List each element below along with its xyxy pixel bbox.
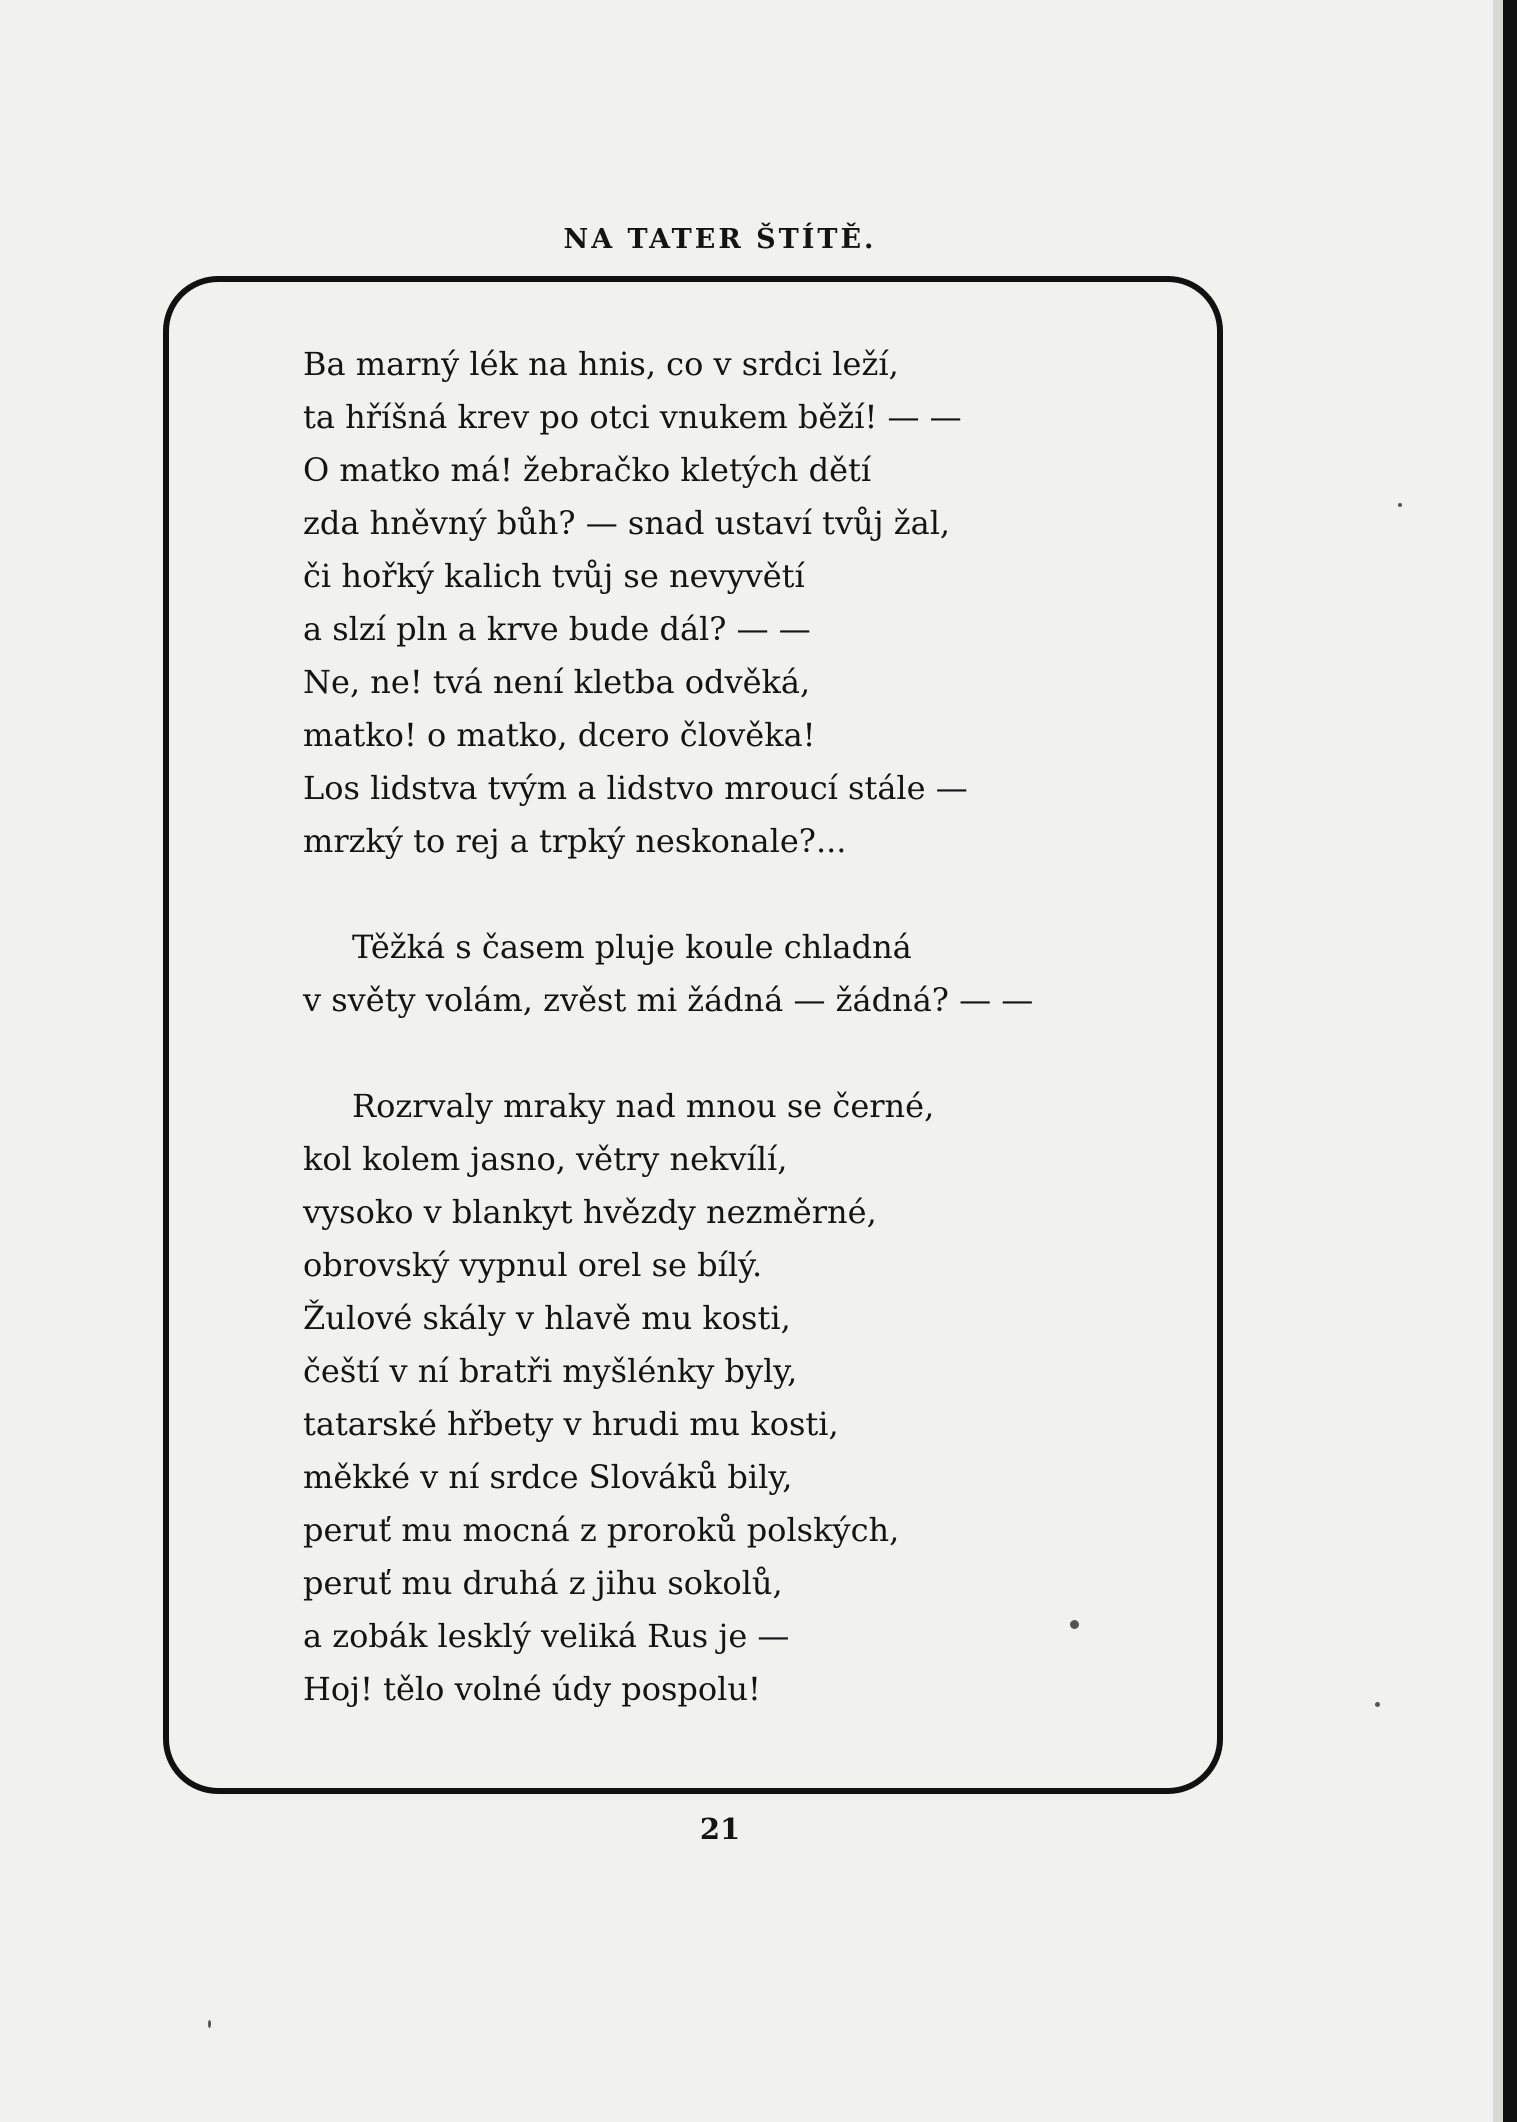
poem-line: vysoko v blankyt hvězdy nezměrné, <box>303 1193 877 1231</box>
poem-line: O matko má! žebračko kletých dětí <box>303 451 872 489</box>
poem-line: mrzký to rej a trpký neskonale?... <box>303 822 847 860</box>
page-number: 21 <box>699 1812 741 1846</box>
stanza-gap <box>303 1027 1183 1080</box>
poem-line: peruť mu druhá z jihu sokolů, <box>303 1564 783 1602</box>
poem-line: Ne, ne! tvá není kletba odvěká, <box>303 663 811 701</box>
page-edge-shadow <box>1493 0 1503 2122</box>
paper-speck <box>208 2020 211 2028</box>
poem-body <box>303 338 1183 1716</box>
running-head: NA TATER ŠTÍTĚ. <box>563 224 877 255</box>
poem-line: Ba marný lék na hnis, co v srdci leží, <box>303 345 899 383</box>
paper-speck <box>1398 503 1402 507</box>
stanza-2 <box>303 921 1183 1027</box>
poem-line: peruť mu mocná z proroků polských, <box>303 1511 900 1549</box>
poem-line: matko! o matko, dcero člověka! <box>303 716 816 754</box>
paper-speck <box>1070 1620 1079 1629</box>
poem-line: Rozrvaly mraky nad mnou se černé, <box>352 1087 935 1125</box>
poem-line: obrovský vypnul orel se bílý. <box>303 1246 763 1284</box>
poem-line: tatarské hřbety v hrudi mu kosti, <box>303 1405 839 1443</box>
poem-line: zda hněvný bůh? — snad ustaví tvůj žal, <box>303 504 951 542</box>
poem-line: Los lidstva tvým a lidstvo mroucí stále — <box>303 769 968 807</box>
poem-line: měkké v ní srdce Slováků bily, <box>303 1458 793 1496</box>
stanza-gap <box>303 868 1183 921</box>
poem-line: a slzí pln a krve bude dál? — — <box>303 610 811 648</box>
poem-line: Těžká s časem pluje koule chladná <box>352 928 912 966</box>
poem-line: v světy volám, zvěst mi žádná — žádná? — — <box>303 981 1034 1019</box>
paper-speck <box>1375 1702 1380 1707</box>
poem-line: čeští v ní bratři myšlénky byly, <box>303 1352 798 1390</box>
poem-line: či hořký kalich tvůj se nevyvětí <box>303 557 805 595</box>
poem-line: a zobák lesklý veliká Rus je — <box>303 1617 790 1655</box>
poem-line: Žulové skály v hlavě mu kosti, <box>303 1299 791 1337</box>
poem-line: kol kolem jasno, větry nekvílí, <box>303 1140 788 1178</box>
poem-line: Hoj! tělo volné údy pospolu! <box>303 1670 761 1708</box>
page-edge <box>1503 0 1517 2122</box>
poem-line: ta hříšná krev po otci vnukem běží! — — <box>303 398 962 436</box>
stanza-3 <box>303 1080 1183 1716</box>
stanza-1 <box>303 338 1183 868</box>
